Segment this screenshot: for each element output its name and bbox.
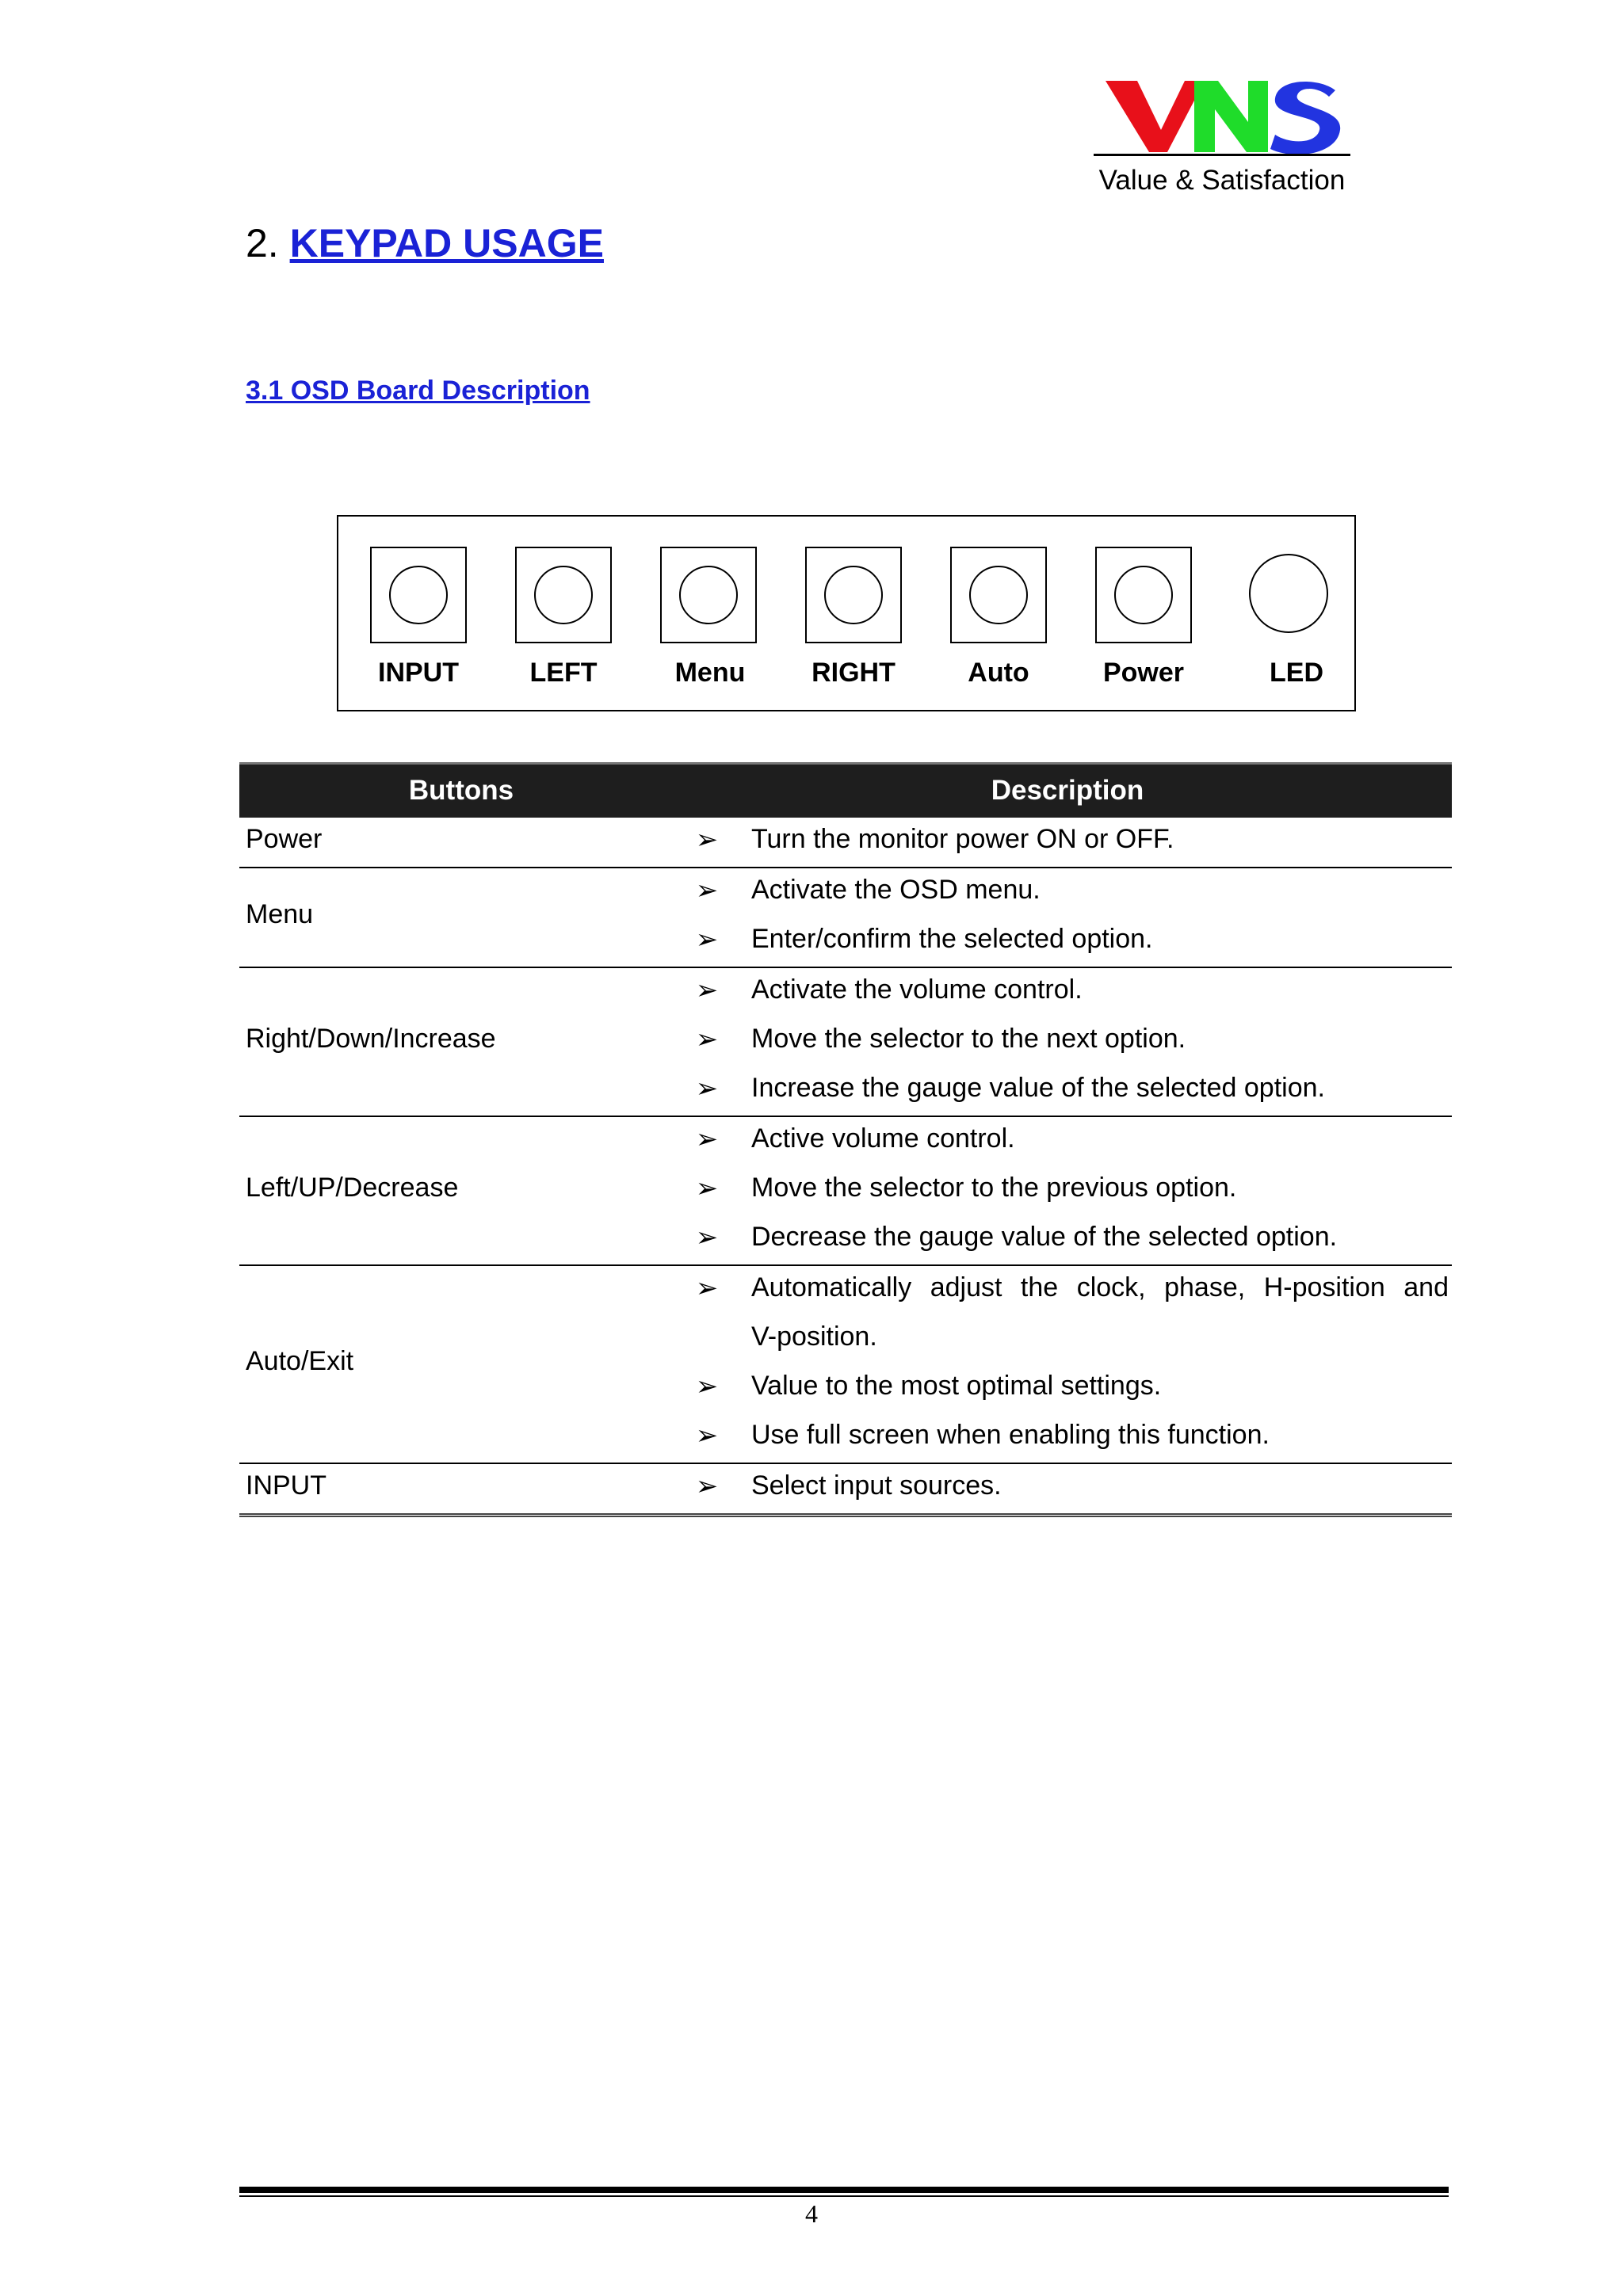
- auto-key: [950, 547, 1047, 643]
- osd-board-diagram: [337, 515, 1356, 711]
- button-name-cell: Auto/Exit: [246, 1346, 354, 1376]
- keypad-table: [239, 762, 1452, 1517]
- left-key-label: LEFT: [529, 658, 598, 688]
- arrow-bullet-icon: ➢: [695, 1024, 719, 1055]
- button-name-cell: Left/UP/Decrease: [246, 1173, 459, 1203]
- buttons-column-header: Buttons: [408, 775, 514, 806]
- section-number: 2.: [246, 221, 279, 265]
- description-text: Value to the most optimal settings.: [751, 1371, 1162, 1401]
- logo-v: [1106, 81, 1205, 152]
- menu-key: [660, 547, 757, 643]
- led-indicator: [1249, 554, 1328, 633]
- table-row: [239, 1266, 1452, 1464]
- description-line: [239, 1066, 1452, 1116]
- footer-rule-thin: [239, 2195, 1449, 2197]
- description-line: [239, 1117, 1452, 1166]
- table-row: [239, 968, 1452, 1117]
- arrow-bullet-icon: ➢: [695, 825, 719, 855]
- description-text: Active volume control.: [751, 1123, 1015, 1154]
- description-line: [239, 968, 1452, 1017]
- description-text: Activate the OSD menu.: [751, 875, 1041, 905]
- left-key: [515, 547, 612, 643]
- input-key: [370, 547, 467, 643]
- arrow-bullet-icon: ➢: [695, 1471, 719, 1501]
- table-row: [239, 1464, 1452, 1517]
- right-key-circle: [824, 566, 883, 624]
- arrow-bullet-icon: ➢: [695, 1273, 719, 1303]
- input-key-circle: [389, 566, 448, 624]
- footer-rule: [239, 2187, 1449, 2193]
- arrow-bullet-icon: ➢: [695, 1421, 719, 1451]
- description-text: Use full screen when enabling this function.: [751, 1420, 1270, 1450]
- menu-key-label: Menu: [674, 658, 746, 688]
- arrow-bullet-icon: ➢: [695, 1124, 719, 1154]
- description-line: [239, 818, 1452, 867]
- description-text: Select input sources.: [751, 1470, 1002, 1501]
- arrow-bullet-icon: ➢: [695, 1222, 719, 1253]
- description-line: [239, 1364, 1452, 1413]
- description-text: Enter/confirm the selected option.: [751, 924, 1153, 954]
- description-text: V-position.: [751, 1322, 877, 1352]
- left-key-circle: [534, 566, 593, 624]
- description-line: [239, 1413, 1452, 1463]
- logo-tagline: Value & Satisfaction: [1098, 165, 1346, 196]
- logo-n: [1194, 81, 1268, 152]
- button-name-cell: Right/Down/Increase: [246, 1024, 496, 1054]
- description-text: Activate the volume control.: [751, 974, 1083, 1005]
- led-label: LED: [1270, 658, 1323, 688]
- description-line: [239, 917, 1452, 967]
- arrow-bullet-icon: ➢: [695, 1371, 719, 1402]
- table-row: [239, 818, 1452, 868]
- logo-underline: [1094, 154, 1350, 156]
- auto-key-label: Auto: [968, 658, 1029, 688]
- section-title-link[interactable]: KEYPAD USAGE: [289, 221, 604, 265]
- page-number: 4: [805, 2199, 818, 2228]
- description-line: [239, 1315, 1452, 1364]
- table-row: [239, 1117, 1452, 1266]
- description-text: Turn the monitor power ON or OFF.: [751, 824, 1174, 854]
- right-key-label: RIGHT: [812, 658, 896, 688]
- table-header: [239, 762, 1452, 818]
- table-body: [239, 818, 1452, 1517]
- arrow-bullet-icon: ➢: [695, 875, 719, 906]
- input-key-label: INPUT: [378, 658, 459, 688]
- arrow-bullet-icon: ➢: [695, 1074, 719, 1104]
- table-row: [239, 868, 1452, 968]
- button-name-cell: INPUT: [246, 1470, 327, 1501]
- vns-logo: [1106, 73, 1343, 156]
- description-text: Automatically adjust the clock, phase, H-position and: [751, 1272, 1449, 1302]
- description-line: [239, 1017, 1452, 1066]
- section-heading: [246, 220, 604, 266]
- description-text: Decrease the gauge value of the selected option.: [751, 1222, 1338, 1252]
- power-key: [1095, 547, 1192, 643]
- right-key: [805, 547, 902, 643]
- description-text: Move the selector to the previous option.: [751, 1173, 1237, 1203]
- button-name-cell: Power: [246, 824, 323, 854]
- subsection-heading-link[interactable]: 3.1 OSD Board Description: [246, 376, 590, 406]
- power-key-circle: [1114, 566, 1173, 624]
- description-line: [239, 1464, 1452, 1513]
- button-name-cell: Menu: [246, 899, 314, 929]
- description-text: Move the selector to the next option.: [751, 1024, 1186, 1054]
- auto-key-circle: [969, 566, 1028, 624]
- description-line: [239, 1266, 1452, 1315]
- description-column-header: Description: [991, 775, 1144, 806]
- description-line: [239, 1215, 1452, 1264]
- arrow-bullet-icon: ➢: [695, 925, 719, 955]
- description-text: Increase the gauge value of the selected option.: [751, 1073, 1325, 1103]
- arrow-bullet-icon: ➢: [695, 975, 719, 1005]
- description-line: [239, 868, 1452, 917]
- menu-key-circle: [679, 566, 738, 624]
- description-line: [239, 1166, 1452, 1215]
- arrow-bullet-icon: ➢: [695, 1173, 719, 1203]
- logo-s: [1270, 82, 1340, 154]
- power-key-label: Power: [1102, 658, 1185, 688]
